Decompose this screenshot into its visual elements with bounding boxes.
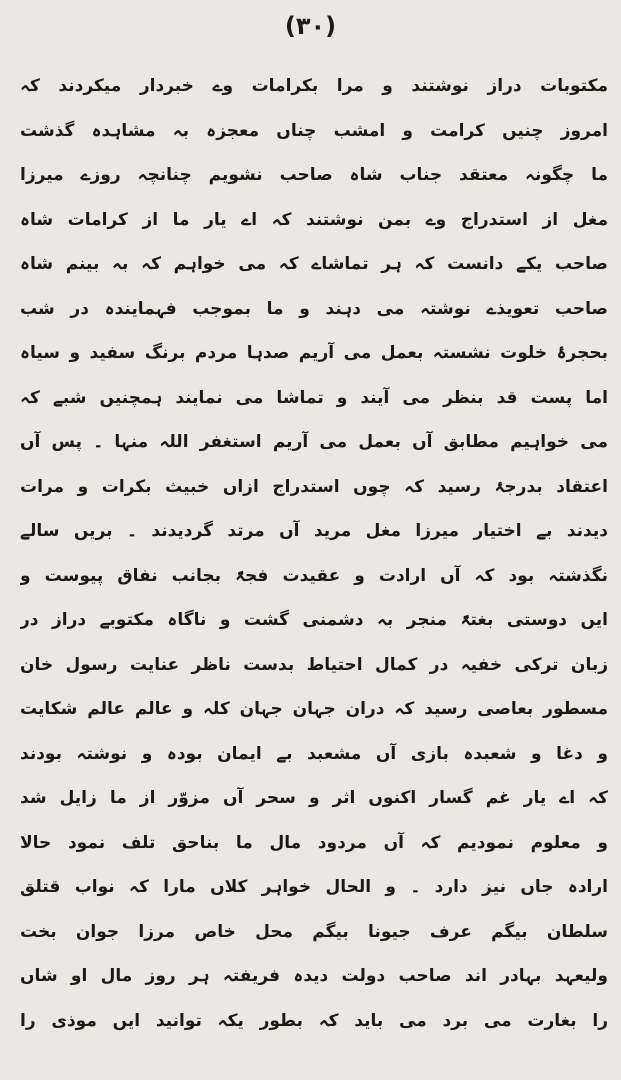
text-line: اما پست قد بنظر می آیند و تماشا می نمایند ہمچنیں شبے کہ bbox=[20, 387, 608, 408]
text-line: زبان ترکی خفیہ در کمال احتیاط بدست ناظر عنایت رسول خان bbox=[20, 654, 608, 675]
text-line: و دغا و شعبدہ بازی آں مشعبد بے ایمان بودہ و نوشتہ بودند bbox=[20, 743, 608, 764]
text-body bbox=[20, 64, 608, 1043]
text-line: مکتوبات دراز نوشتند و مرا بکرامات وے خبردار میکردند کہ bbox=[20, 76, 608, 96]
text-line: و معلوم نمودیم کہ آں مردود مال ما بناحق تلف نمود حالا bbox=[20, 832, 608, 853]
text-line: نگذشتہ بود کہ آں ارادت و عقیدت فجۃً بجانب نفاق پیوست و bbox=[20, 565, 608, 586]
text-line: ارادہ جاں نیز دارد ۔ و الحال خواہر کلاں مارا کہ نواب قتلق bbox=[20, 877, 608, 897]
text-line: صاحب یکے دانست کہ ہر تماشاے کہ می خواہم کہ بہ بینم شاہ bbox=[20, 254, 608, 274]
text-line: ما چگونہ معتقد جناب شاہ صاحب نشویم چنانچہ روزے میرزا bbox=[20, 165, 608, 185]
text-line: سلطان بیگم عرف جیونا بیگم محل خاص مرزا جوان بخت bbox=[20, 921, 608, 942]
text-line: دیدند بے اختیار میرزا مغل مرید آں مرتد گردیدند ۔ بریں سالے bbox=[20, 521, 608, 541]
text-line: ولیعہد بہادر اند صاحب دولت دیدہ فریفتہ ہر روز مال او شاں bbox=[20, 966, 608, 986]
text-line: بحجرۂ خلوت نشستہ بعمل می آریم صدہا مردم برنگ سفید و سیاہ bbox=[20, 343, 608, 363]
text-line: را بغارت می برد می باید کہ بطور یکہ توانید ایں موذی را bbox=[20, 1010, 608, 1031]
text-line: می خواہیم مطابق آں بعمل می آریم استغفر اللہ منہا ۔ پس آں bbox=[20, 432, 608, 452]
text-line: مغل از استدراج وے بمن نوشتند کہ اے یار ما از کرامات شاہ bbox=[20, 209, 608, 230]
text-line: اعتقاد بدرجۂ رسید کہ چوں استدراج ازاں خبیث بکرات و مرات bbox=[20, 476, 608, 497]
text-line: مسطور بعاصی رسید کہ دران جہان جہان کلہ و عالم عالم شکایت bbox=[20, 699, 608, 719]
text-line: کہ اے یار غم گسار اکنوں اثر و سحر آں مزوّر از ما زایل شد bbox=[20, 788, 608, 808]
text-line: ایں دوستی بغتۃً منجر بہ دشمنی گشت و ناگاہ مکتوبے دراز در bbox=[20, 610, 608, 630]
page-number: (۳۰) bbox=[284, 12, 337, 40]
text-line: صاحب تعویذے نوشتہ می دہند و ما بموجب فہمایندہ در شب bbox=[20, 298, 608, 319]
text-line: امروز چنیں کرامت و امشب چناں معجزہ بہ مشاہدہ گذشت bbox=[20, 120, 608, 141]
